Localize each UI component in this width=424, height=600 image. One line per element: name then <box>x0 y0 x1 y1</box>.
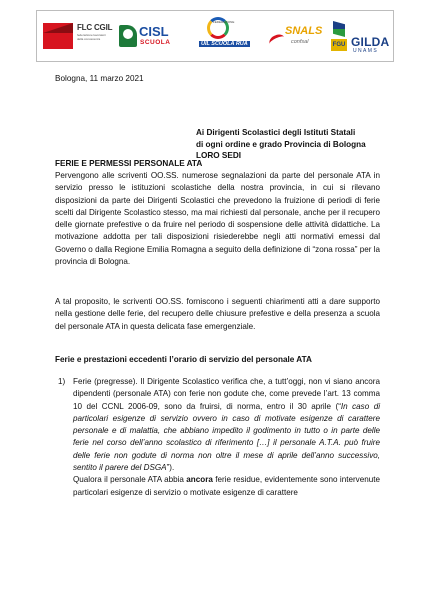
uil-name: UIL SCUOLA RUA <box>201 41 248 47</box>
fgu-mark: FGU <box>331 39 347 51</box>
flc-sub: federazione lavoratori della conoscenza <box>77 33 106 41</box>
gilda-name: GILDA <box>351 35 390 49</box>
snals-name: SNALS <box>285 25 323 37</box>
snals-swoosh-icon <box>267 32 286 49</box>
item-text-bold: ancora <box>186 475 213 485</box>
gilda-flag-icon <box>333 21 345 37</box>
item-text-c1: Qualora il personale ATA abbia <box>73 475 187 485</box>
cisl-name: CISL <box>139 24 169 39</box>
cisl-scuola-logo <box>117 11 179 61</box>
uil-scuola-logo <box>183 11 263 61</box>
section-heading-prestazioni: Ferie e prestazioni eccedenti l’orario di servizio del personale ATA <box>55 355 312 364</box>
list-item-number: 1) <box>58 377 66 386</box>
flc-mark-icon <box>43 23 73 49</box>
flc-name: FLC CGIL <box>77 23 113 32</box>
paragraph-intro: Pervengono alle scriventi OO.SS. numerose segnalazioni da parte del personale ATA in servizio presso le istituzioni scolastiche della nostra provincia, in cui si rilevano disposizioni da parte dei Dirigenti Scolastici che prevedono la fruizione di periodi di ferie scelti dal Dirigente Scolastico stesso, ma mai richiesti dal personale, anche per il recupero delle giornate prefestive o da fruire nel periodo di sospensione delle attività didattiche. La motivazione addotta per tali disposizioni risiederebbe negli atti normativi emessi dal Governo o dalla Regione Emilia Romagna a seguito della definizione di “zona rossa” per la provincia di Bologna. <box>55 171 380 267</box>
snals-sub: confsal <box>291 39 309 45</box>
cisl-sub: SCUOLA <box>140 39 171 46</box>
item-text-quote: In caso di particolari esigenze di servizio ovvero in caso di motivate esigenze di carattere personale e di malattia, che abbiano impedito il godimento in tutto o in parte delle ferie nel corso dell’anno scolastico di riferimento […] il personale A.T.A. può fruire delle ferie non godute di norma non oltre il mese di aprile dell’anno successivo, sentito il parere del DSGA <box>73 401 380 473</box>
snals-logo <box>267 11 327 61</box>
item-text-b: ”). <box>166 463 175 473</box>
section-heading-ferie-permessi: FERIE E PERMESSI PERSONALE ATA <box>55 159 203 168</box>
logo-banner <box>36 10 394 62</box>
letter-date: Bologna, 11 marzo 2021 <box>55 74 144 83</box>
recipient-line-3: LORO SEDI <box>196 151 242 160</box>
item-text-c2: ferie residue, evidentemente sono intervenute particolari esigenze di servizio o motivate esigenze di carattere <box>73 475 380 497</box>
flc-cgil-logo <box>41 11 115 61</box>
list-item-continuation <box>73 474 380 499</box>
recipient-line-1: Ai Dirigenti Scolastici degli Istituti Statali <box>196 128 356 137</box>
uil-tag: FEDERAZIONE <box>213 20 235 24</box>
recipient-block <box>196 127 366 162</box>
list-item-ferie-pregresse <box>58 376 380 499</box>
gilda-unams-logo <box>329 11 393 61</box>
item-text-a: Ferie (pregresse). Il Dirigente Scolastico verifica che, a tutt’oggi, non vi siano ancora dipendenti (personale ATA) con ferie non godute che, come prevede l’art. 13 comma 10 del CCNL 2006-09, sono da fruirsi, di norma, entro il 30 aprile (“ <box>73 377 380 411</box>
list-item-body <box>73 376 380 474</box>
recipient-line-2: di ogni ordine e grado Provincia di Bologna <box>196 139 366 149</box>
cisl-mark-icon <box>119 25 137 47</box>
paragraph-clarifications: A tal proposito, le scriventi OO.SS. forniscono i seguenti chiarimenti atti a dare supporto nella gestione delle ferie, del recupero delle chiusure prefestive e della presenza a scuola del personale ATA in questa delicata fase emergenziale. <box>55 297 380 331</box>
gilda-sub: UNAMS <box>353 48 379 54</box>
